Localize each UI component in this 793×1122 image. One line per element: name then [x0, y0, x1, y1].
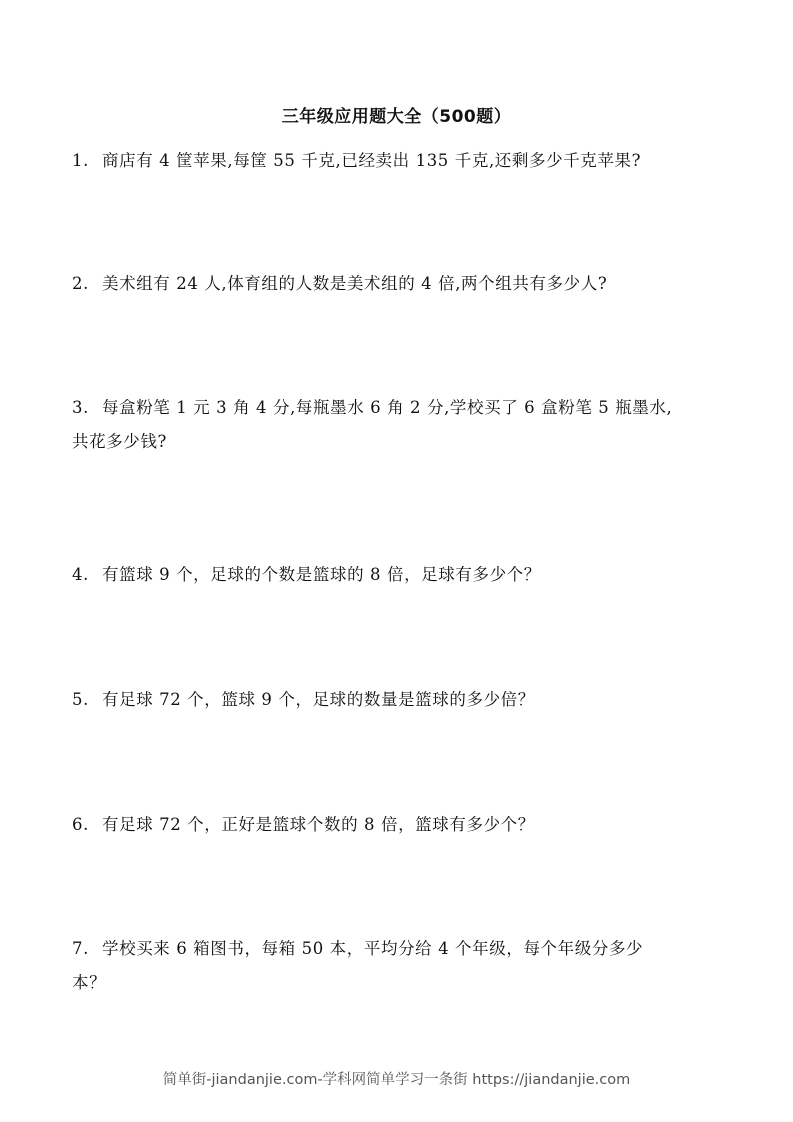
question-7-line-2	[72, 966, 732, 1000]
question-5-text: 有足球 72 个，篮球 9 个，足球的数量是篮球的多少倍？	[102, 690, 535, 709]
question-2-line-1	[72, 267, 732, 301]
question-6-text: 有足球 72 个，正好是篮球个数的 8 倍，篮球有多少个？	[102, 815, 535, 834]
question-3-text-line-2: 共花多少钱?	[72, 432, 167, 451]
question-1-number: 1.	[72, 151, 89, 170]
question-6	[72, 808, 732, 842]
question-4-line-1	[72, 558, 732, 592]
question-3-number: 3.	[72, 398, 89, 417]
question-5-line-1	[72, 683, 732, 717]
question-7-text-line-1: 学校买来 6 箱图书，每箱 50 本，平均分给 4 个年级，每个年级分多少	[102, 939, 644, 958]
question-6-number: 6.	[72, 815, 89, 834]
question-7-text-line-2: 本？	[72, 973, 107, 992]
question-1-line-1	[72, 144, 732, 178]
question-7-number: 7.	[72, 939, 89, 958]
question-4-number: 4.	[72, 565, 89, 584]
question-5	[72, 683, 732, 717]
question-4	[72, 558, 732, 592]
question-1	[72, 144, 732, 178]
question-3-text-line-1: 每盒粉笔 1 元 3 角 4 分,每瓶墨水 6 角 2 分,学校买了 6 盒粉笔 5 瓶墨水,	[102, 398, 673, 417]
question-5-number: 5.	[72, 690, 89, 709]
question-4-text: 有篮球 9 个，足球的个数是篮球的 8 倍，足球有多少个？	[102, 565, 541, 584]
page-title: 三年级应用题大全（500题）	[281, 107, 512, 127]
question-2	[72, 267, 732, 301]
question-1-text: 商店有 4 筐苹果,每筐 55 千克,已经卖出 135 千克,还剩多少千克苹果?	[102, 151, 642, 170]
question-2-number: 2.	[72, 274, 89, 293]
question-6-line-1	[72, 808, 732, 842]
question-2-text: 美术组有 24 人,体育组的人数是美术组的 4 倍,两个组共有多少人?	[102, 274, 608, 293]
question-3-line-2	[72, 425, 732, 459]
question-3-line-1	[72, 391, 732, 425]
question-3	[72, 391, 732, 459]
page-footer: 简单街-jiandanjie.com-学科网简单学习一条街 https://jiandanjie.com	[162, 1072, 631, 1088]
question-7-line-1	[72, 932, 732, 966]
question-7	[72, 932, 732, 1000]
